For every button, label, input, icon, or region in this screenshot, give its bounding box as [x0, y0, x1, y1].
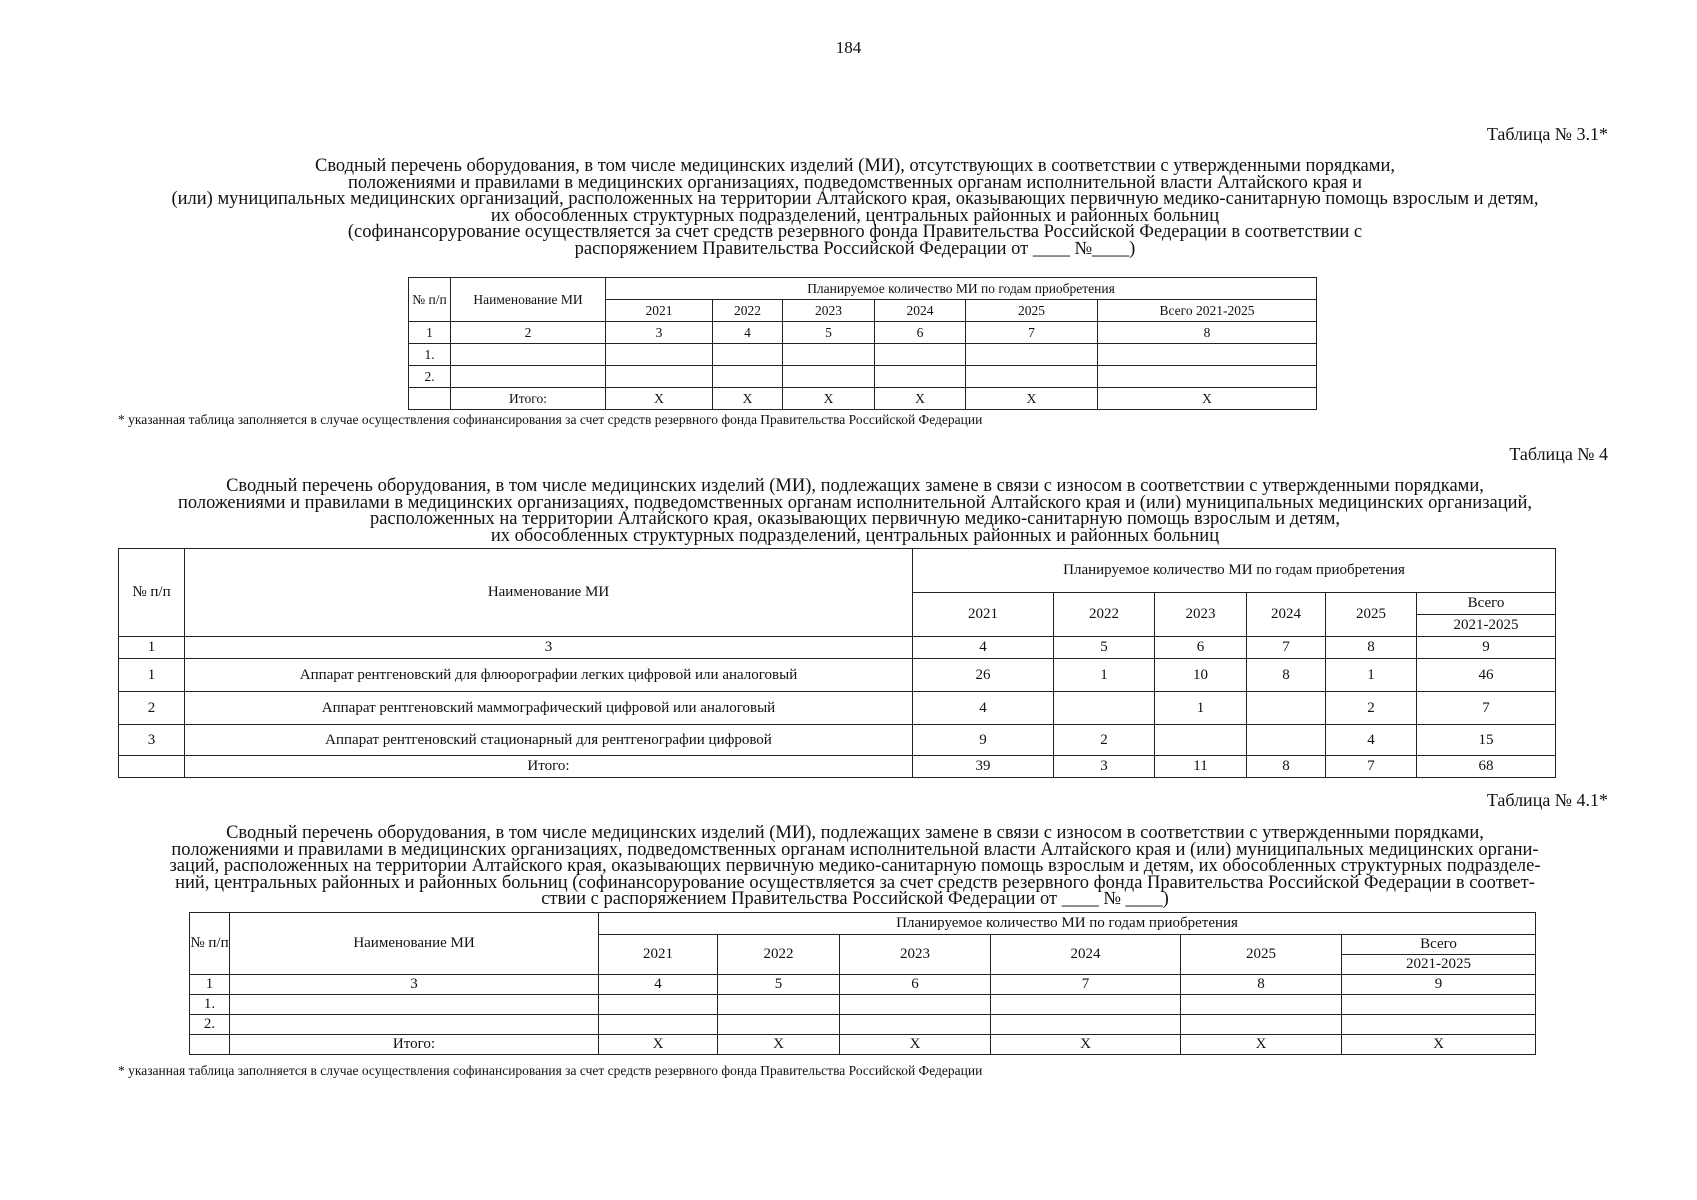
- table-cell: 8: [1247, 659, 1326, 692]
- table-4-1-heading: [100, 825, 1610, 908]
- table-cell: 2: [1054, 725, 1155, 756]
- heading-line: их обособленных структурных подразделений, центральных районных и районных больниц: [490, 525, 1220, 546]
- table-4-caption: Таблица № 4: [1509, 444, 1608, 464]
- table-cell: 4: [599, 975, 718, 995]
- table-cell: 2: [1326, 692, 1417, 725]
- table-cell: 7: [1247, 637, 1326, 659]
- table-4-1: [189, 912, 1536, 1055]
- table-cell: 1: [1326, 659, 1417, 692]
- table-3-1-footnote: * указанная таблица заполняется в случае осуществления софинансирования за счет средств резервного фонда Правительства Российской Федерации: [118, 412, 983, 427]
- table-cell: 68: [1417, 756, 1556, 778]
- total-label: Итого:: [451, 388, 606, 410]
- heading-line: Сводный перечень оборудования, в том числе медицинских изделий (МИ), подлежащих замене в связи с износом в соответствии с утвержденными порядками,: [226, 476, 1484, 496]
- col-header-year: 2022: [713, 300, 783, 322]
- table-cell: [119, 756, 185, 778]
- table-cell: 1: [409, 322, 451, 344]
- col-header-planned: Планируемое количество МИ по годам приобретения: [606, 278, 1317, 300]
- table-cell: 4: [913, 637, 1054, 659]
- table-cell: 9: [1417, 637, 1556, 659]
- table-cell: 5: [1054, 637, 1155, 659]
- table-cell: [1054, 692, 1155, 725]
- table-cell: [1181, 1015, 1342, 1035]
- table-cell: 7: [1417, 692, 1556, 725]
- table-cell: [718, 995, 840, 1015]
- col-header-planned: Планируемое количество МИ по годам приобретения: [599, 913, 1536, 935]
- col-header-planned: Планируемое количество МИ по годам приобретения: [913, 549, 1556, 593]
- table-cell: 1: [119, 659, 185, 692]
- col-header-year: 2025: [966, 300, 1098, 322]
- table-cell: 1: [1054, 659, 1155, 692]
- table-cell: X: [1181, 1035, 1342, 1055]
- table-cell: X: [599, 1035, 718, 1055]
- total-label: Итого:: [230, 1035, 599, 1055]
- table-cell: Аппарат рентгеновский маммографический цифровой или аналоговый: [185, 692, 913, 725]
- heading-line: ствии с распоряжением Правительства Российской Федерации от ____ № ____): [541, 889, 1169, 909]
- table-cell: 39: [913, 756, 1054, 778]
- table-cell: 11: [1155, 756, 1247, 778]
- table-cell: [875, 344, 966, 366]
- col-header-year: 2021: [606, 300, 713, 322]
- table-row: [119, 659, 1556, 692]
- table-cell: [840, 1015, 991, 1035]
- table-cell: [783, 366, 875, 388]
- table-cell: 1: [1155, 692, 1247, 725]
- table-cell: 5: [783, 322, 875, 344]
- table-cell: 4: [1326, 725, 1417, 756]
- col-header-total: Всего: [1342, 935, 1536, 955]
- table-cell: 2.: [190, 1015, 230, 1035]
- table-cell: [1181, 995, 1342, 1015]
- table-cell: 7: [991, 975, 1181, 995]
- table-cell: 6: [875, 322, 966, 344]
- col-header-total: Всего: [1417, 593, 1556, 615]
- table-cell: X: [840, 1035, 991, 1055]
- col-header-num: № п/п: [409, 278, 451, 322]
- table-cell: [606, 344, 713, 366]
- heading-line: распоряжением Правительства Российской Федерации от ____ №____): [574, 238, 1136, 259]
- total-label: Итого:: [185, 756, 913, 778]
- table-4-heading: [100, 478, 1610, 544]
- table-cell: [190, 1035, 230, 1055]
- table-cell: 3: [1054, 756, 1155, 778]
- table-cell: 1: [190, 975, 230, 995]
- col-header-name: Наименование МИ: [451, 278, 606, 322]
- table-cell: [1247, 725, 1326, 756]
- table-cell: [1342, 1015, 1536, 1035]
- table-cell: 8: [1181, 975, 1342, 995]
- table-cell: 8: [1326, 637, 1417, 659]
- table-row: [119, 725, 1556, 756]
- heading-line: заций, расположенных на территории Алтайского края, оказывающих первичную медико-санитарную помощь взрослым и детям, их обособленных структурных подразделе-: [169, 856, 1541, 876]
- table-cell: 46: [1417, 659, 1556, 692]
- col-header-total-range: 2021-2025: [1342, 955, 1536, 975]
- table-cell: 6: [1155, 637, 1247, 659]
- table-row: [190, 1015, 1536, 1035]
- table-cell: [1342, 995, 1536, 1015]
- col-header-year: 2022: [718, 935, 840, 975]
- table-4-1-footnote: * указанная таблица заполняется в случае осуществления софинансирования за счет средств резервного фонда Правительства Российской Федерации: [118, 1063, 983, 1078]
- table-cell: [991, 995, 1181, 1015]
- table-cell: [1098, 366, 1317, 388]
- table-cell: [991, 1015, 1181, 1035]
- table-3-1: [408, 277, 1317, 410]
- table-cell: [1098, 344, 1317, 366]
- table-cell: [599, 1015, 718, 1035]
- heading-line: ний, центральных районных и районных больниц (софинансорурование осуществляется за счет средств резервного фонда Правительства Российской Федерации в соответ-: [175, 872, 1535, 893]
- table-cell: [718, 1015, 840, 1035]
- col-header-year: 2021: [599, 935, 718, 975]
- table-cell: 6: [840, 975, 991, 995]
- col-header-num: № п/п: [190, 913, 230, 975]
- col-header-year: 2025: [1326, 593, 1417, 637]
- table-cell: 1: [119, 637, 185, 659]
- table-cell: [713, 344, 783, 366]
- table-cell: Аппарат рентгеновский стационарный для рентгенографии цифровой: [185, 725, 913, 756]
- col-header-year: 2024: [1247, 593, 1326, 637]
- table-cell: 3: [119, 725, 185, 756]
- table-cell: [599, 995, 718, 1015]
- column-number-row: [119, 637, 1556, 659]
- table-cell: [606, 366, 713, 388]
- col-header-year: 2025: [1181, 935, 1342, 975]
- col-header-year: 2023: [1155, 593, 1247, 637]
- total-row: [190, 1035, 1536, 1055]
- table-cell: 3: [185, 637, 913, 659]
- table-cell: 1.: [190, 995, 230, 1015]
- total-row: [119, 756, 1556, 778]
- heading-line: положениями и правилами в медицинских организациях, подведомственных органам исполнительной власти Алтайского края и: [348, 172, 1362, 193]
- table-cell: 26: [913, 659, 1054, 692]
- table-row: [190, 995, 1536, 1015]
- heading-line: Сводный перечень оборудования, в том числе медицинских изделий (МИ), подлежащих замене в связи с износом в соответствии с утвержденными порядками,: [226, 823, 1484, 843]
- col-header-year: 2023: [840, 935, 991, 975]
- heading-line: (софинансорурование осуществляется за счет средств резервного фонда Правительства Российской Федерации в соответствии с: [347, 222, 1363, 242]
- table-cell: 4: [713, 322, 783, 344]
- table-cell: [230, 1015, 599, 1035]
- table-cell: 2.: [409, 366, 451, 388]
- col-header-name: Наименование МИ: [185, 549, 913, 637]
- table-cell: [451, 344, 606, 366]
- table-row: [119, 692, 1556, 725]
- heading-line: положениями и правилами в медицинских организациях, подведомственных органам исполнительной власти Алтайского края и (или) муниципальных медицинских органи-: [171, 839, 1539, 860]
- column-number-row: [190, 975, 1536, 995]
- table-cell: X: [713, 388, 783, 410]
- table-cell: [966, 366, 1098, 388]
- table-cell: Аппарат рентгеновский для флюорографии легких цифровой или аналоговый: [185, 659, 913, 692]
- table-cell: 10: [1155, 659, 1247, 692]
- table-cell: 9: [1342, 975, 1536, 995]
- table-cell: X: [1098, 388, 1317, 410]
- heading-line: Сводный перечень оборудования, в том числе медицинских изделий (МИ), отсутствующих в соответствии с утвержденными порядками,: [314, 156, 1396, 176]
- table-4: [118, 548, 1556, 778]
- table-cell: 1.: [409, 344, 451, 366]
- table-cell: X: [991, 1035, 1181, 1055]
- table-row: [409, 344, 1317, 366]
- table-cell: 7: [966, 322, 1098, 344]
- heading-line: их обособленных структурных подразделений, центральных районных и районных больниц: [490, 205, 1220, 226]
- heading-line: положениями и правилами в медицинских организациях, подведомственных органам исполнительной Алтайского края и (или) муниципальных медицинских организаций,: [177, 492, 1533, 513]
- table-cell: X: [783, 388, 875, 410]
- table-cell: X: [718, 1035, 840, 1055]
- table-cell: [230, 995, 599, 1015]
- table-cell: X: [875, 388, 966, 410]
- table-cell: [1155, 725, 1247, 756]
- table-cell: 5: [718, 975, 840, 995]
- heading-line: (или) муниципальных медицинских организаций, расположенных на территории Алтайского края, оказывающих первичную медико-санитарную помощь взрослым и детям,: [171, 189, 1539, 209]
- col-header-total: Всего 2021-2025: [1098, 300, 1317, 322]
- table-cell: X: [1342, 1035, 1536, 1055]
- table-cell: 2: [119, 692, 185, 725]
- table-cell: 3: [230, 975, 599, 995]
- table-cell: [713, 366, 783, 388]
- col-header-year: 2024: [875, 300, 966, 322]
- table-row: [409, 366, 1317, 388]
- col-header-year: 2024: [991, 935, 1181, 975]
- heading-line: расположенных на территории Алтайского края, оказывающих первичную медико-санитарную помощь взрослым и детям,: [369, 509, 1341, 529]
- table-cell: 15: [1417, 725, 1556, 756]
- table-cell: [875, 366, 966, 388]
- col-header-year: 2022: [1054, 593, 1155, 637]
- table-cell: 8: [1098, 322, 1317, 344]
- table-cell: X: [966, 388, 1098, 410]
- col-header-num: № п/п: [119, 549, 185, 637]
- table-cell: 8: [1247, 756, 1326, 778]
- table-cell: [451, 366, 606, 388]
- table-cell: X: [606, 388, 713, 410]
- col-header-name: Наименование МИ: [230, 913, 599, 975]
- col-header-total-range: 2021-2025: [1417, 615, 1556, 637]
- table-cell: 7: [1326, 756, 1417, 778]
- page-number: 184: [835, 38, 862, 57]
- table-4-1-caption: Таблица № 4.1*: [1486, 790, 1608, 810]
- table-cell: 3: [606, 322, 713, 344]
- table-cell: 9: [913, 725, 1054, 756]
- table-cell: 2: [451, 322, 606, 344]
- table-cell: [966, 344, 1098, 366]
- col-header-year: 2023: [783, 300, 875, 322]
- table-cell: [1247, 692, 1326, 725]
- total-row: [409, 388, 1317, 410]
- table-cell: 4: [913, 692, 1054, 725]
- col-header-year: 2021: [913, 593, 1054, 637]
- table-cell: [409, 388, 451, 410]
- table-3-1-heading: [100, 158, 1610, 257]
- table-cell: [783, 344, 875, 366]
- table-cell: [840, 995, 991, 1015]
- table-3-1-caption: Таблица № 3.1*: [1486, 124, 1608, 144]
- column-number-row: [409, 322, 1317, 344]
